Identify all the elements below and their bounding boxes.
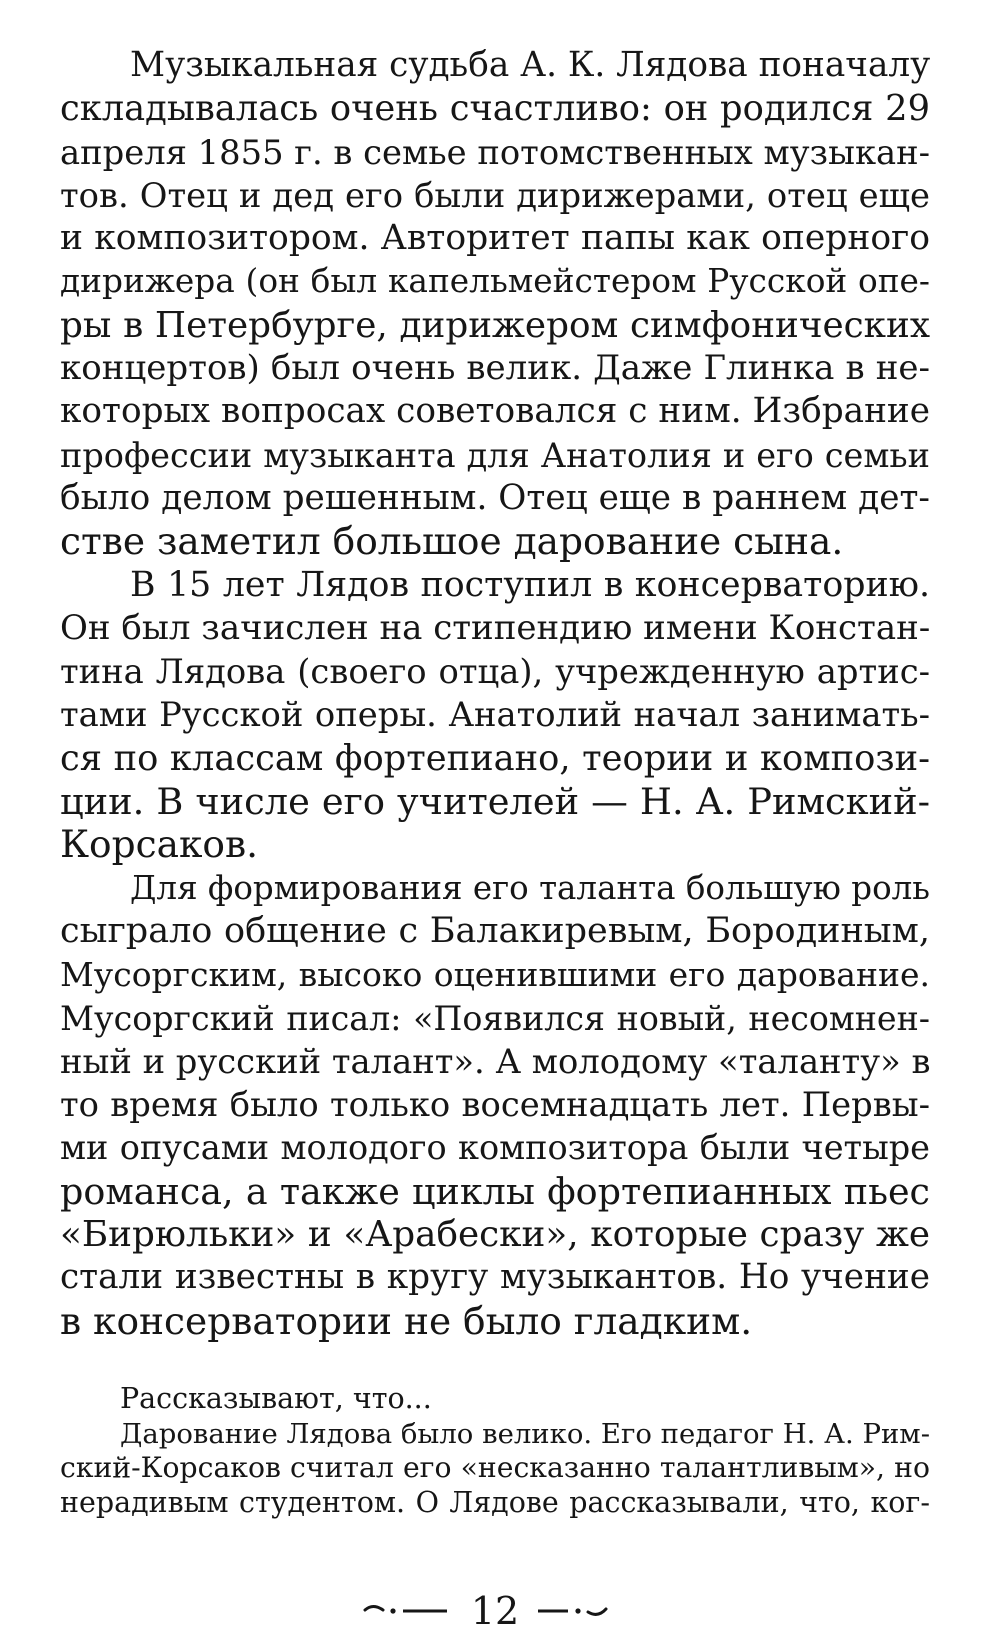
right-ornament-icon: [538, 1598, 608, 1624]
text-line: ции. В числе его учителей — Н. А. Римский-: [60, 780, 930, 824]
text-line: ры в Петербурге, дирижером симфонических: [60, 304, 930, 346]
text-line: Для формирования его таланта большую роль: [130, 868, 930, 907]
text-line: то время было только восемнадцать лет. Первы-: [60, 1085, 930, 1125]
text-line: дирижера (он был капельмейстером Русской опе-: [60, 262, 930, 301]
text-line: ми опусами молодого композитора были четыре: [60, 1128, 930, 1168]
text-line: Корсаков.: [60, 822, 259, 867]
paragraph: [60, 564, 930, 867]
text-line: романса, а также циклы фортепианных пьес: [60, 1169, 930, 1213]
text-line: «Бирюльки» и «Арабески», которые сразу же: [60, 1214, 930, 1256]
text-line: тина Лядова (своего отца), учрежденную артис-: [60, 652, 930, 692]
paragraph: [60, 44, 930, 564]
text-line: апреля 1855 г. в семье потомственных музыкан-: [60, 132, 931, 172]
text-line: Музыкальная судьба А. К. Лядова поначалу: [130, 45, 931, 85]
text-line: и композитором. Авторитет папы как оперного: [60, 218, 930, 259]
aside-box: [60, 1382, 930, 1520]
text-line: В 15 лет Лядов поступил в консерваторию.: [130, 564, 930, 605]
text-line: было делом решенным. Отец еще в раннем дет-: [60, 477, 930, 518]
text-line: стали известны в кругу музыкантов. Но учение: [60, 1257, 930, 1298]
paragraph: [60, 867, 930, 1343]
text-line: тами Русской оперы. Анатолий начал занимать-: [60, 695, 930, 735]
aside-line: ский-Корсаков считал его «несказанно талантливым», но: [60, 1451, 930, 1484]
text-line: концертов) был очень велик. Даже Глинка в не-: [60, 348, 930, 389]
text-line: Он был зачислен на стипендию имени Констан-: [60, 607, 931, 648]
main-text: [60, 44, 930, 1343]
text-line: складывалась очень счастливо: он родился 29: [60, 88, 930, 130]
text-line: Мусоргским, высоко оценившими его дарование.: [60, 955, 930, 995]
text-line: профессии музыканта для Анатолия и его семьи: [60, 435, 930, 475]
text-line: ся по классам фортепиано, теории и компози-: [60, 737, 930, 779]
text-line: Мусоргский писал: «Появился новый, несомнен-: [60, 998, 930, 1038]
text-line: ный и русский талант». А молодому «таланту» в: [60, 1041, 931, 1081]
text-line: которых вопросах советовался с ним. Избрание: [60, 391, 930, 432]
text-line: стве заметил большое дарование сына.: [60, 519, 844, 564]
page-number: 12: [470, 1589, 520, 1633]
aside-title: Рассказывают, что...: [120, 1382, 432, 1415]
text-line: в консерватории не было гладким.: [60, 1298, 753, 1343]
left-ornament-icon: [363, 1598, 448, 1624]
aside-line: нерадивым студентом. О Лядове рассказывали, что, ког-: [60, 1485, 930, 1519]
text-line: тов. Отец и дед его были дирижерами, отец еще: [60, 175, 930, 215]
aside-line: Дарование Лядова было велико. Его педагог Н. А. Рим-: [120, 1417, 930, 1450]
text-line: сыграло общение с Балакиревым, Бородиным,: [60, 910, 930, 951]
page-footer: [0, 1588, 1000, 1638]
